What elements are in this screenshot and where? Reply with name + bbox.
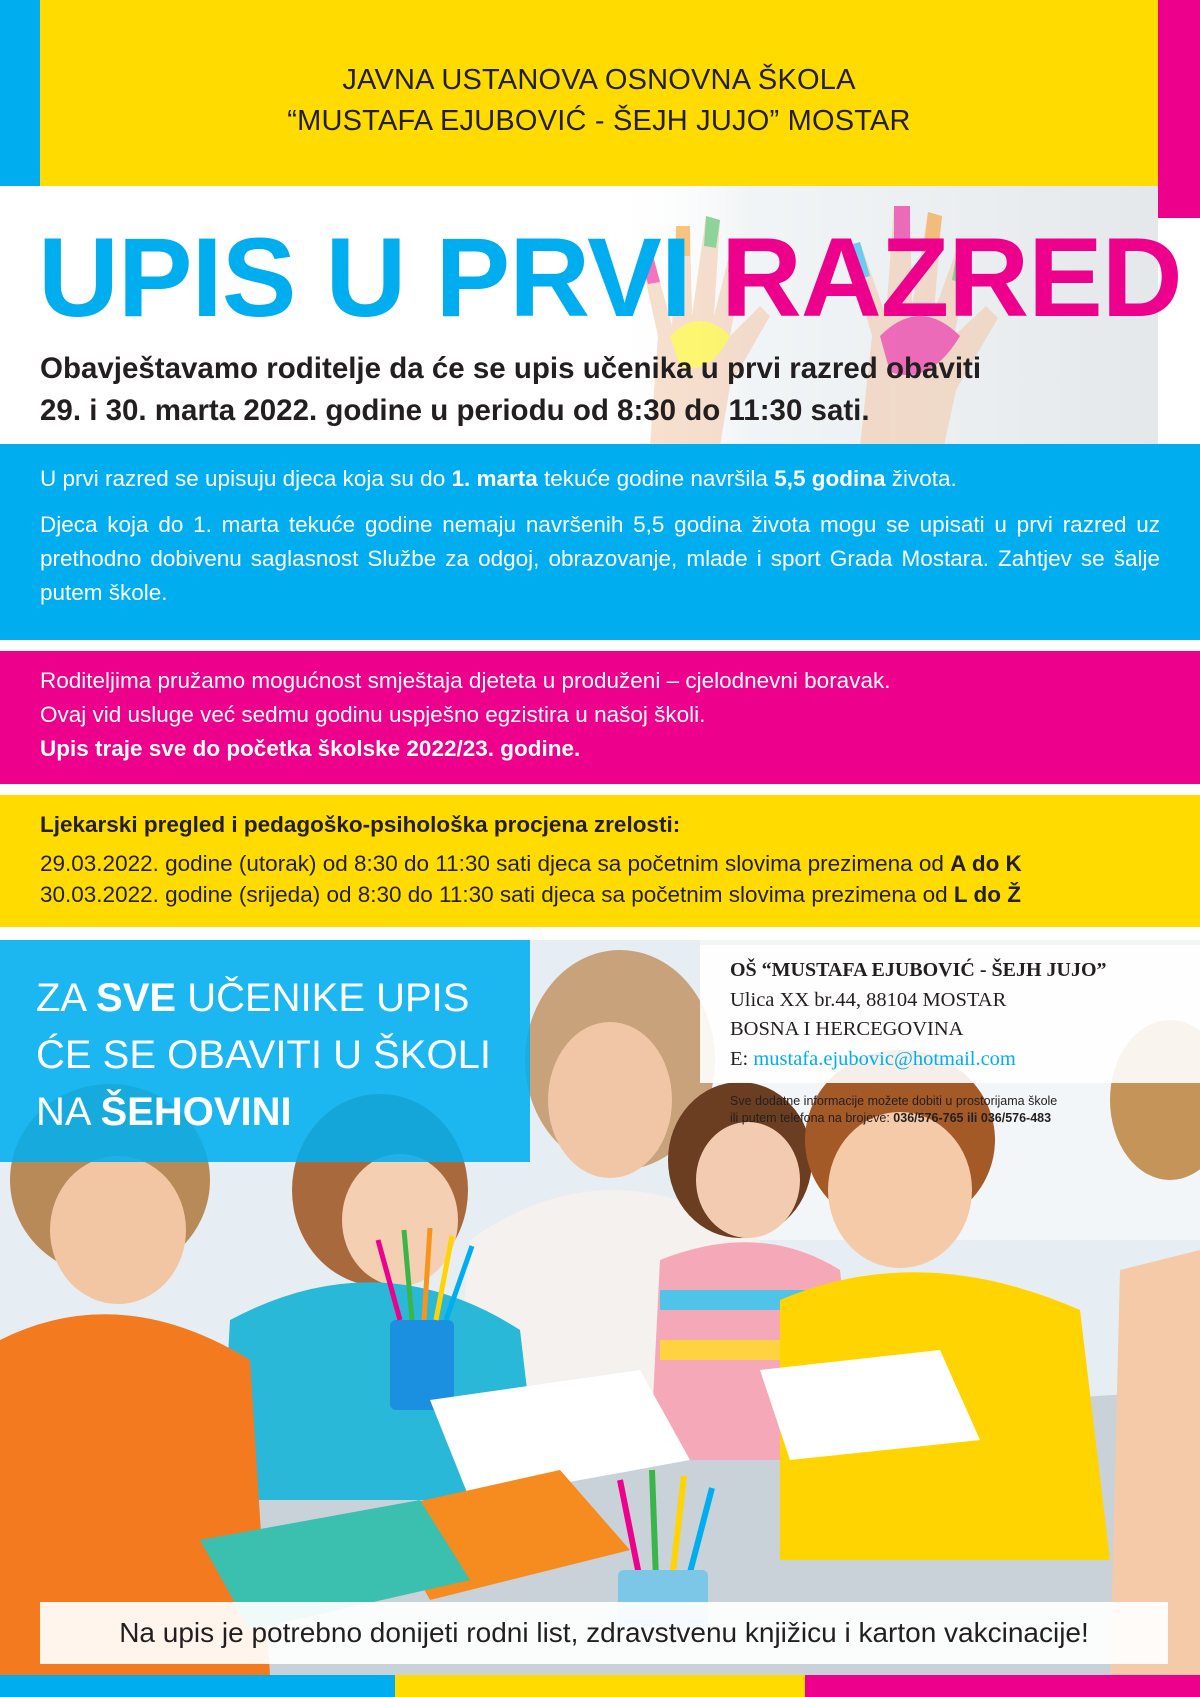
address-country: BOSNA I HERCEGOVINA <box>730 1018 964 1040</box>
daycare-line-2: Ovaj vid usluge već sedmu godinu uspješno egzistira u našoj školi. <box>40 702 706 727</box>
contact-info-text: ili putem telefona na brojeve: <box>730 1111 894 1125</box>
header-band <box>40 0 1158 186</box>
school-name-line: “MUSTAFA EJUBOVIĆ - ŠEJH JUJO” MOSTAR <box>287 105 911 137</box>
location-line-3 <box>36 1084 530 1141</box>
bottom-strip-yellow <box>395 1675 805 1697</box>
bottom-strip-cyan <box>0 1675 395 1697</box>
eligibility-date: 1. marta <box>451 466 538 491</box>
email-link[interactable]: mustafa.ejubovic@hotmail.com <box>753 1047 1016 1070</box>
location-text-a: ZA <box>36 976 97 1020</box>
eligibility-section <box>0 444 1200 640</box>
address-school-name: OŠ “MUSTAFA EJUBOVIĆ - ŠEJH JUJO” <box>730 959 1107 981</box>
title-part-pink: RAZRED <box>721 215 1182 340</box>
exam-row-2-text: 30.03.2022. godine (srijeda) od 8:30 do 11:30 sati djeca sa početnim slovima prezimena od <box>40 882 954 907</box>
eligibility-age: 5,5 godina <box>774 466 886 491</box>
email-label: E: <box>730 1047 754 1070</box>
school-type-line: JAVNA USTANOVA OSNOVNA ŠKOLA <box>342 64 856 96</box>
address-email-row <box>730 1045 1107 1075</box>
right-pink-accent <box>1158 0 1200 218</box>
early-enrollment-note: Djeca koja do 1. marta tekuće godine nemaju navršenih 5,5 godina života mogu se upisati u prvi razred uz prethodno dobivenu saglasnost Službe za odgoj, obrazovanje, mlade i sport Grada Mostara. Zahtjev se šalje putem škole. <box>40 512 1160 605</box>
bottom-strip-pink <box>805 1675 1200 1697</box>
exam-row-1-range: A do K <box>950 851 1022 876</box>
daycare-line-1: Roditeljima pružamo mogućnost smještaja djeteta u produženi – cjelodnevni boravak. <box>40 668 891 693</box>
intro-line-2: 29. i 30. marta 2022. godine u periodu od 8:30 do 11:30 sati. <box>40 394 870 427</box>
contact-info-line-2 <box>730 1110 1057 1127</box>
school-address <box>730 956 1107 1074</box>
documents-note: Na upis je potrebno donijeti rodni list, zdravstvenu knjižicu i karton vakcinacije! <box>40 1602 1168 1664</box>
contact-info <box>730 1093 1057 1127</box>
eligibility-text-b: tekuće godine navršila <box>537 466 775 491</box>
main-title <box>38 215 1182 340</box>
location-emphasis-all: SVE <box>96 976 177 1020</box>
exam-schedule-row-2 <box>40 879 1160 910</box>
medical-exam-section <box>0 795 1200 927</box>
title-part-blue: UPIS U PRVI <box>38 215 722 340</box>
eligibility-rule <box>40 462 1160 496</box>
contact-info-line-1: Sve dodatne informacije možete dobiti u prostorijama škole <box>730 1094 1058 1108</box>
location-text-b: UČENIKE UPIS <box>176 976 470 1020</box>
intro-text <box>40 348 1160 432</box>
daycare-section <box>0 651 1200 784</box>
eligibility-text-a: U prvi razred se upisuju djeca koja su do <box>40 466 452 491</box>
intro-line-1: Obavještavamo roditelje da će se upis učenika u prvi razred obaviti <box>40 352 982 385</box>
location-place: ŠEHOVINI <box>100 1090 292 1134</box>
phone-numbers: 036/576-765 ili 036/576-483 <box>893 1111 1052 1125</box>
location-line-2: ĆE SE OBAVITI U ŠKOLI <box>36 1033 491 1077</box>
location-line-1 <box>36 970 530 1027</box>
exam-row-1-text: 29.03.2022. godine (utorak) od 8:30 do 11:30 sati djeca sa početnim slovima prezimena od <box>40 851 951 876</box>
enrollment-location-box <box>0 940 530 1162</box>
address-street: Ulica XX br.44, 88104 MOSTAR <box>730 988 1007 1011</box>
eligibility-text-c: života. <box>885 466 957 491</box>
daycare-line-3 <box>40 732 1160 766</box>
exam-schedule-row-1 <box>40 848 1160 879</box>
exam-row-2-range: L do Ž <box>953 882 1021 907</box>
bottom-color-strip <box>0 1675 1200 1697</box>
medical-exam-heading: Ljekarski pregled i pedagoško-psihološka procjena zrelosti: <box>40 812 681 837</box>
location-text-c: NA <box>36 1090 101 1134</box>
daycare-deadline: Upis traje sve do početka školske 2022/23. godine. <box>40 736 581 761</box>
left-cyan-accent <box>0 0 40 186</box>
